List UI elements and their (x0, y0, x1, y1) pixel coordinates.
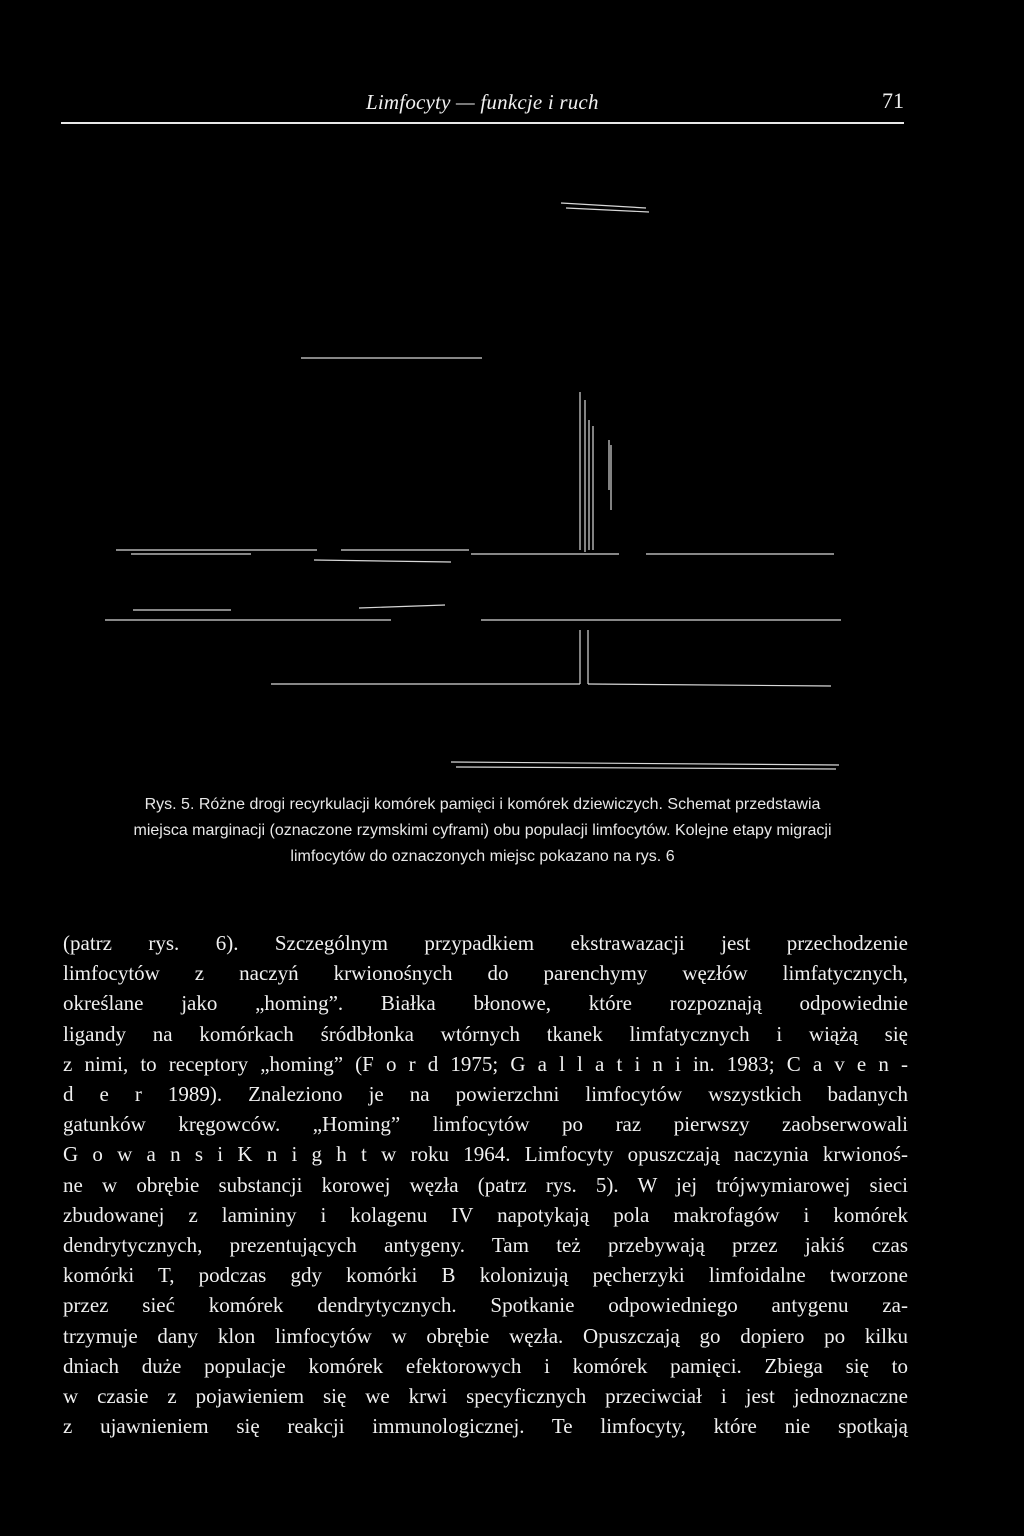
figure-lines (61, 190, 904, 780)
text-line: zbudowanej z lamininy i kolagenu IV napotykają pola makrofagów i komórek (63, 1202, 908, 1227)
text-line: dniach duże populacje komórek efektorowych i komórek pamięci. Zbiega się to (63, 1353, 908, 1378)
figure-line (588, 684, 831, 686)
text-line: ligandy na komórkach śródbłonka wtórnych tkanek limfatycznych i wiążą się (63, 1021, 908, 1046)
figure-line (359, 605, 445, 608)
caption-line: limfocytów do oznaczonych miejsc pokazano na rys. 6 (290, 848, 675, 865)
text-line: przez sieć komórek dendrytycznych. Spotkanie odpowiedniego antygenu za- (63, 1293, 908, 1318)
figure-line (566, 208, 649, 212)
text-line: (patrz rys. 6). Szczególnym przypadkiem ekstrawazacji jest przechodzenie (63, 931, 908, 955)
text-line: określane jako „homing”. Białka błonowe, które rozpoznają odpowiednie (63, 991, 908, 1016)
text-line: gatunków kręgowców. „Homing” limfocytów po raz pierwszy zaobserwowali (63, 1112, 908, 1137)
figure-schematic (61, 190, 904, 780)
text-line: dendrytycznych, prezentujących antygeny. Tam też przebywają przez jakiś czas (63, 1233, 908, 1258)
figure-line (561, 203, 646, 208)
figure-line (314, 560, 451, 562)
body-paragraph (63, 928, 908, 1441)
text-line: G o w a n s i K n i g h t w roku 1964. Limfocyty opuszczają naczynia krwionoś- (63, 1142, 908, 1167)
caption-line: Rys. 5. Różne drogi recyrkulacji komórek pamięci i komórek dziewiczych. Schemat przedstawia (144, 796, 821, 813)
caption-line: miejsca marginacji (oznaczone rzymskimi cyframi) obu populacji limfocytów. Kolejne etapy migracji (133, 822, 832, 839)
figure-caption (61, 792, 904, 870)
text-line: trzymuje dany klon limfocytów w obrębie węzła. Opuszczają go dopiero po kilku (63, 1323, 908, 1348)
figure-line (456, 767, 836, 769)
text-line: limfocytów z naczyń krwionośnych do parenchymy węzłów limfatycznych, (63, 961, 908, 986)
running-title: Limfocyty — funkcje i ruch (366, 90, 599, 114)
text-line: z ujawnieniem się reakcji immunologicznej. Te limfocyty, które nie spotkają (63, 1414, 908, 1439)
page-number: 71 (882, 88, 904, 113)
text-line: w czasie z pojawieniem się we krwi specyficznych przeciwciał i jest jednoznaczne (63, 1384, 908, 1409)
text-line: z nimi, to receptory „homing” (F o r d 1975; G a l l a t i n i in. 1983; C a v e n - (63, 1051, 908, 1076)
figure-line (451, 762, 839, 765)
page-header (61, 88, 904, 124)
text-line: ne w obrębie substancji korowej węzła (patrz rys. 5). W jej trójwymiarowej sieci (63, 1172, 908, 1197)
text-line: komórki T, podczas gdy komórki B kolonizują pęcherzyki limfoidalne tworzone (63, 1263, 908, 1288)
text-line: d e r 1989). Znaleziono je na powierzchni limfocytów wszystkich badanych (63, 1082, 908, 1107)
